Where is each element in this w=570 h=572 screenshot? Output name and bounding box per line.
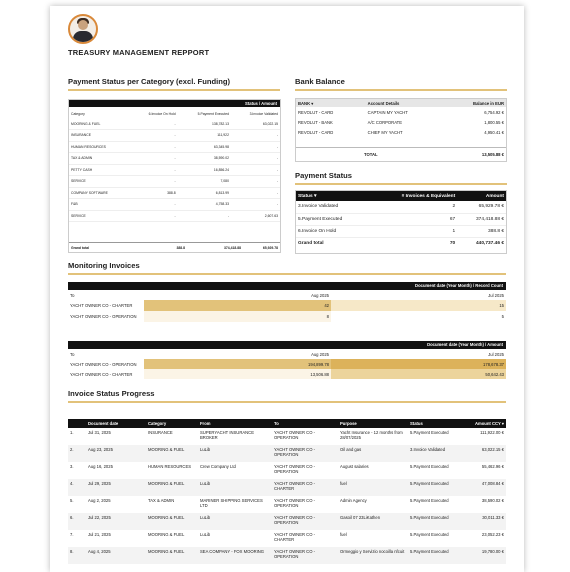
- table-cell: 6.Invoice On Hold: [298, 228, 337, 234]
- col-header[interactable]: 3.Invoice Validated: [249, 111, 278, 116]
- table-cell: -: [174, 144, 176, 149]
- table-row[interactable]: [296, 213, 506, 225]
- category-table: [68, 99, 281, 253]
- table-cell: LuLib: [200, 532, 211, 537]
- table-cell: -: [174, 133, 176, 138]
- table-cell: YACHT OWNER CO - OPERATION: [274, 447, 316, 457]
- table-cell: 65,929.78 €: [478, 204, 504, 210]
- table-cell: -: [276, 179, 278, 184]
- col-header[interactable]: From: [200, 421, 211, 426]
- table-cell: -: [276, 202, 278, 207]
- table-cell: COMPANY SOFTWARE: [71, 190, 108, 195]
- table-cell: MOORING & FUEL: [148, 549, 185, 554]
- amount-table: [68, 341, 506, 379]
- total-cell: 374,418.88: [224, 245, 241, 250]
- table-cell: Crew Company Ltd: [200, 464, 236, 469]
- table-row[interactable]: [69, 210, 280, 222]
- col-header-bank[interactable]: BANK ▾: [298, 100, 314, 106]
- col-header[interactable]: Category: [148, 421, 167, 426]
- table-row[interactable]: [68, 369, 506, 379]
- section-title-payment-status: Payment Status: [295, 171, 352, 180]
- col-header[interactable]: Account Details: [367, 100, 400, 106]
- table-cell: MOORING & FUEL: [148, 481, 185, 486]
- table-cell: 7.: [70, 532, 74, 537]
- table-cell: Jul 29, 2025: [88, 481, 111, 486]
- table-cell: -: [174, 121, 176, 126]
- table-cell: 15: [331, 300, 506, 311]
- col-header-label: BANK: [298, 100, 311, 106]
- col-header[interactable]: Balance in EUR: [473, 100, 504, 106]
- table-row[interactable]: [69, 164, 280, 176]
- table-cell: Gasoil 07 23LiKathen: [340, 515, 381, 520]
- col-header[interactable]: Document date: [88, 421, 119, 426]
- table-row[interactable]: [69, 199, 280, 211]
- table-cell: -: [276, 167, 278, 172]
- table-cell: 30,011.33 €: [482, 515, 504, 520]
- table-row[interactable]: [69, 176, 280, 188]
- table-cell: Aug 16, 2025: [88, 464, 113, 469]
- table-row[interactable]: [68, 462, 506, 479]
- section-title-progress: Invoice Status Progress: [68, 389, 155, 398]
- table-cell: 1.: [70, 430, 74, 435]
- table-cell: 5.Payment Executed: [410, 430, 449, 435]
- table-cell: fuel: [340, 481, 347, 486]
- total-cell: 440,737.46 €: [475, 240, 504, 246]
- table-cell: -: [174, 202, 176, 207]
- col-header-status[interactable]: Status ▾: [298, 193, 317, 199]
- table-row[interactable]: [68, 445, 506, 462]
- table-row[interactable]: [69, 118, 280, 130]
- table-cell: 50,642.43: [331, 369, 506, 379]
- table-cell: 4,758.33: [215, 202, 229, 207]
- table-row[interactable]: [68, 359, 506, 369]
- table-row[interactable]: [68, 547, 506, 564]
- total-cell: 65,929.78: [262, 245, 278, 250]
- table-cell: YACHT OWNER CO - OPERATION: [274, 498, 316, 508]
- table-cell: 178,678.37: [331, 359, 506, 369]
- table-cell: LuLib: [200, 515, 211, 520]
- col-header[interactable]: Category: [71, 111, 85, 116]
- table-cell: fuel: [340, 532, 347, 537]
- table-row[interactable]: [296, 201, 506, 213]
- total-cell: Grand total: [71, 245, 90, 250]
- col-header[interactable]: # Invoices & Equivalent: [401, 193, 456, 199]
- table-row[interactable]: [68, 300, 506, 311]
- table-cell: 42: [144, 300, 331, 311]
- table-cell: 4.: [70, 481, 74, 486]
- table-cell: Admin Agency: [340, 498, 367, 503]
- table-cell: 6,754.92 €: [484, 109, 504, 115]
- table-cell: 2: [452, 204, 456, 210]
- table-cell: August salaries: [340, 464, 369, 469]
- table-cell: HUMAN RESOURCES: [148, 464, 192, 469]
- table-cell: YACHT OWNER CO - CHARTER: [70, 303, 133, 308]
- table-cell: Aug 2, 2025: [88, 498, 111, 503]
- col-header[interactable]: Aug 2025: [311, 352, 329, 357]
- report-page: [50, 6, 524, 572]
- col-header[interactable]: To: [70, 352, 75, 357]
- table-cell: 374,418.88 €: [475, 216, 504, 222]
- table-cell: 2.: [70, 447, 74, 452]
- section-rule: [295, 183, 507, 185]
- table-cell: -: [276, 144, 278, 149]
- table-cell: 8: [144, 311, 331, 322]
- progress-table: [68, 419, 506, 564]
- table-cell: Aug 4, 2025: [88, 549, 111, 554]
- table-cell: 47,008.84 €: [481, 481, 504, 486]
- table-cell: LuLib: [200, 481, 211, 486]
- table-cell: 13,506.88: [144, 369, 331, 379]
- table-cell: REVOLUT - CARD: [298, 109, 334, 115]
- table-cell: 55,462.96 €: [481, 464, 504, 469]
- table-cell: 38,590.02: [213, 156, 229, 161]
- table-cell: 63,345.98: [213, 144, 229, 149]
- table-cell: -: [276, 133, 278, 138]
- table-cell: 67: [449, 216, 456, 222]
- table-cell: PETTY CASH: [71, 167, 93, 172]
- table-cell: A/C CORPORATE: [367, 119, 403, 125]
- table-cell: 5.Payment Executed: [410, 532, 449, 537]
- table-cell: 5.Payment Executed: [410, 549, 449, 554]
- table-row[interactable]: [68, 530, 506, 547]
- table-cell: SUPERYACHT INSURANCE BROKER: [200, 430, 254, 440]
- col-header[interactable]: To: [274, 421, 279, 426]
- total-cell: TOTAL: [364, 152, 378, 157]
- table-cell: 5.Payment Executed: [410, 481, 449, 486]
- section-rule: [68, 89, 280, 91]
- section-title-monitoring: Monitoring Invoices: [68, 261, 140, 270]
- section-rule: [295, 89, 507, 91]
- record-count-table: [68, 282, 506, 322]
- total-cell: 13,505.88 €: [481, 152, 504, 157]
- col-header-label: Amount CCY: [474, 421, 501, 426]
- table-cell: MOORING & FUEL: [71, 121, 101, 126]
- table-cell: -: [174, 179, 176, 184]
- table-cell: SERVICE: [71, 213, 86, 218]
- col-header[interactable]: To: [70, 293, 75, 298]
- table-cell: 63,022.15 €: [481, 447, 504, 452]
- table-cell: 5: [501, 314, 504, 319]
- table-cell: Aug 23, 2025: [88, 447, 113, 452]
- table-cell: -: [174, 167, 176, 172]
- table-cell: 1,800.55 €: [484, 119, 504, 125]
- table-cell: 5.Payment Executed: [410, 515, 449, 520]
- total-cell: Grand total: [298, 240, 324, 246]
- table-cell: YACHT OWNER CO - OPERATION: [274, 430, 316, 440]
- col-header[interactable]: Amount: [485, 193, 504, 199]
- payment-status-table: [295, 190, 507, 254]
- page-title: TREASURY MANAGEMENT REPPORT: [68, 48, 210, 57]
- table-row[interactable]: [296, 117, 506, 127]
- section-title-bank: Bank Balance: [295, 77, 345, 86]
- table-row[interactable]: [69, 130, 280, 142]
- table-cell: 6,813.99: [215, 190, 229, 195]
- table-cell: YACHT OWNER CO - OPERATION: [274, 515, 316, 525]
- table-cell: -: [174, 213, 176, 218]
- table-cell: 3.Invoice Validated: [410, 447, 446, 452]
- table-cell: 38,590.02 €: [481, 498, 504, 503]
- table-cell: 3.Invoice Validated: [298, 204, 339, 210]
- table-cell: MOORING & FUEL: [148, 515, 185, 520]
- table-cell: TAX & ADMIN: [148, 498, 175, 503]
- table-cell: -: [276, 190, 278, 195]
- col-header[interactable]: Jul 2025: [488, 293, 504, 298]
- col-header-amount[interactable]: Amount CCY ▾: [474, 421, 504, 426]
- table-row[interactable]: [69, 187, 280, 199]
- table-cell: Jul 31, 2025: [88, 430, 111, 435]
- table-cell: YACHT OWNER CO - CHARTER: [70, 371, 133, 377]
- table-cell: -: [227, 213, 229, 218]
- table-cell: Yacht Insurance - 12 months from 28/07/2025: [340, 430, 403, 440]
- table-cell: YACHT OWNER CO - OPERATION: [70, 314, 137, 319]
- section-rule: [68, 401, 506, 403]
- table-cell: 7,080: [220, 179, 229, 184]
- table-cell: YACHT OWNER CO - OPERATION: [70, 361, 137, 367]
- table-cell: F&B: [71, 202, 78, 207]
- table-cell: REVOLUT - BANK: [298, 119, 333, 125]
- table-cell: 1: [452, 228, 456, 234]
- table-cell: Ormeggio y Servizio nocoilla nfcuit: [340, 549, 405, 554]
- table-row[interactable]: [68, 496, 506, 513]
- table-row[interactable]: [296, 127, 506, 137]
- table-cell: CAPTAIN MY YACHT: [367, 109, 408, 115]
- table-cell: 111,922.00 €: [480, 430, 504, 435]
- table-cell: 2,607.63: [264, 213, 278, 218]
- bank-balance-table: [295, 98, 507, 162]
- col-header[interactable]: Aug 2025: [311, 293, 329, 298]
- table-cell: MOORING & FUEL: [148, 532, 185, 537]
- table-cell: Oil and gas: [340, 447, 362, 452]
- table-cell: Jul 22, 2025: [88, 515, 111, 520]
- table-row[interactable]: [69, 153, 280, 165]
- table-row[interactable]: [296, 107, 506, 117]
- table-cell: 16,856.24: [213, 167, 229, 172]
- col-header[interactable]: 6.Invoice On Hold: [148, 111, 176, 116]
- avatar: [68, 14, 98, 44]
- table-row[interactable]: [68, 311, 506, 322]
- col-header[interactable]: Jul 2025: [488, 352, 504, 357]
- table-cell: YACHT OWNER CO - CHARTER: [274, 481, 316, 491]
- section-rule: [68, 273, 506, 275]
- table-cell: MOORING & FUEL: [148, 447, 185, 452]
- table-cell: SEA COMPANY - FOX MOORING: [200, 549, 265, 554]
- total-cell: 70: [449, 240, 456, 246]
- table-cell: 23,052.23 €: [481, 532, 504, 537]
- category-table-band: Status / Amount: [69, 100, 280, 107]
- table-cell: 5.: [70, 498, 74, 503]
- table-cell: HUMAN RESOURCES: [71, 144, 106, 149]
- table-cell: YACHT OWNER CO - OPERATION: [274, 549, 316, 559]
- table-cell: INSURANCE: [148, 430, 173, 435]
- category-total-row: [69, 242, 280, 252]
- table-cell: YACHT OWNER CO - CHARTER: [274, 532, 316, 542]
- table-cell: 388.8: [167, 190, 176, 195]
- table-cell: 19,780.00 €: [481, 549, 504, 554]
- table-cell: YACHT OWNER CO - OPERATION: [274, 464, 316, 474]
- amount-band: Document date (Year Month) / Amount: [68, 341, 506, 349]
- table-cell: TAX & ADMIN: [71, 156, 93, 161]
- table-cell: -: [174, 156, 176, 161]
- table-cell: 5.Payment Executed: [298, 216, 343, 222]
- table-row[interactable]: [68, 479, 506, 496]
- table-cell: 8.: [70, 549, 74, 554]
- table-cell: 3.: [70, 464, 74, 469]
- table-cell: REVOLUT - CARD: [298, 129, 334, 135]
- table-cell: Jul 21, 2025: [88, 532, 111, 537]
- table-cell: 4,950.41 €: [484, 129, 504, 135]
- table-cell: 6.: [70, 515, 74, 520]
- table-row[interactable]: [68, 428, 506, 445]
- total-cell: 388.8: [176, 245, 185, 250]
- table-cell: -: [276, 156, 278, 161]
- table-cell: LuLib: [200, 447, 211, 452]
- table-cell: 111,922: [217, 133, 229, 138]
- col-header[interactable]: Status: [410, 421, 423, 426]
- total-cell: [296, 148, 362, 161]
- table-cell: MARINER SHIPPING SERVICES LTD: [200, 498, 263, 508]
- col-header[interactable]: Purpose: [340, 421, 357, 426]
- table-cell: 5.Payment Executed: [410, 464, 449, 469]
- col-header-label: Status: [298, 193, 313, 199]
- table-cell: SERVICE: [71, 179, 86, 184]
- table-cell: 63,022.15: [262, 121, 278, 126]
- table-cell: 388.8 €: [487, 228, 504, 234]
- table-row[interactable]: [69, 141, 280, 153]
- table-cell: CHIEF MY YACHT: [367, 129, 403, 135]
- col-header[interactable]: 5.Payment Executed: [197, 111, 229, 116]
- record-count-band: Document date (Year Month) / Record Count: [68, 282, 506, 290]
- section-title-category: Payment Status per Category (excl. Funding): [68, 77, 231, 86]
- table-cell: INSURANCE: [71, 133, 91, 138]
- table-cell: 138,782.13: [211, 121, 229, 126]
- table-row[interactable]: [296, 225, 506, 237]
- table-cell: 5.Payment Executed: [410, 498, 449, 503]
- table-row[interactable]: [68, 513, 506, 530]
- table-cell: 194,899.78: [144, 359, 331, 369]
